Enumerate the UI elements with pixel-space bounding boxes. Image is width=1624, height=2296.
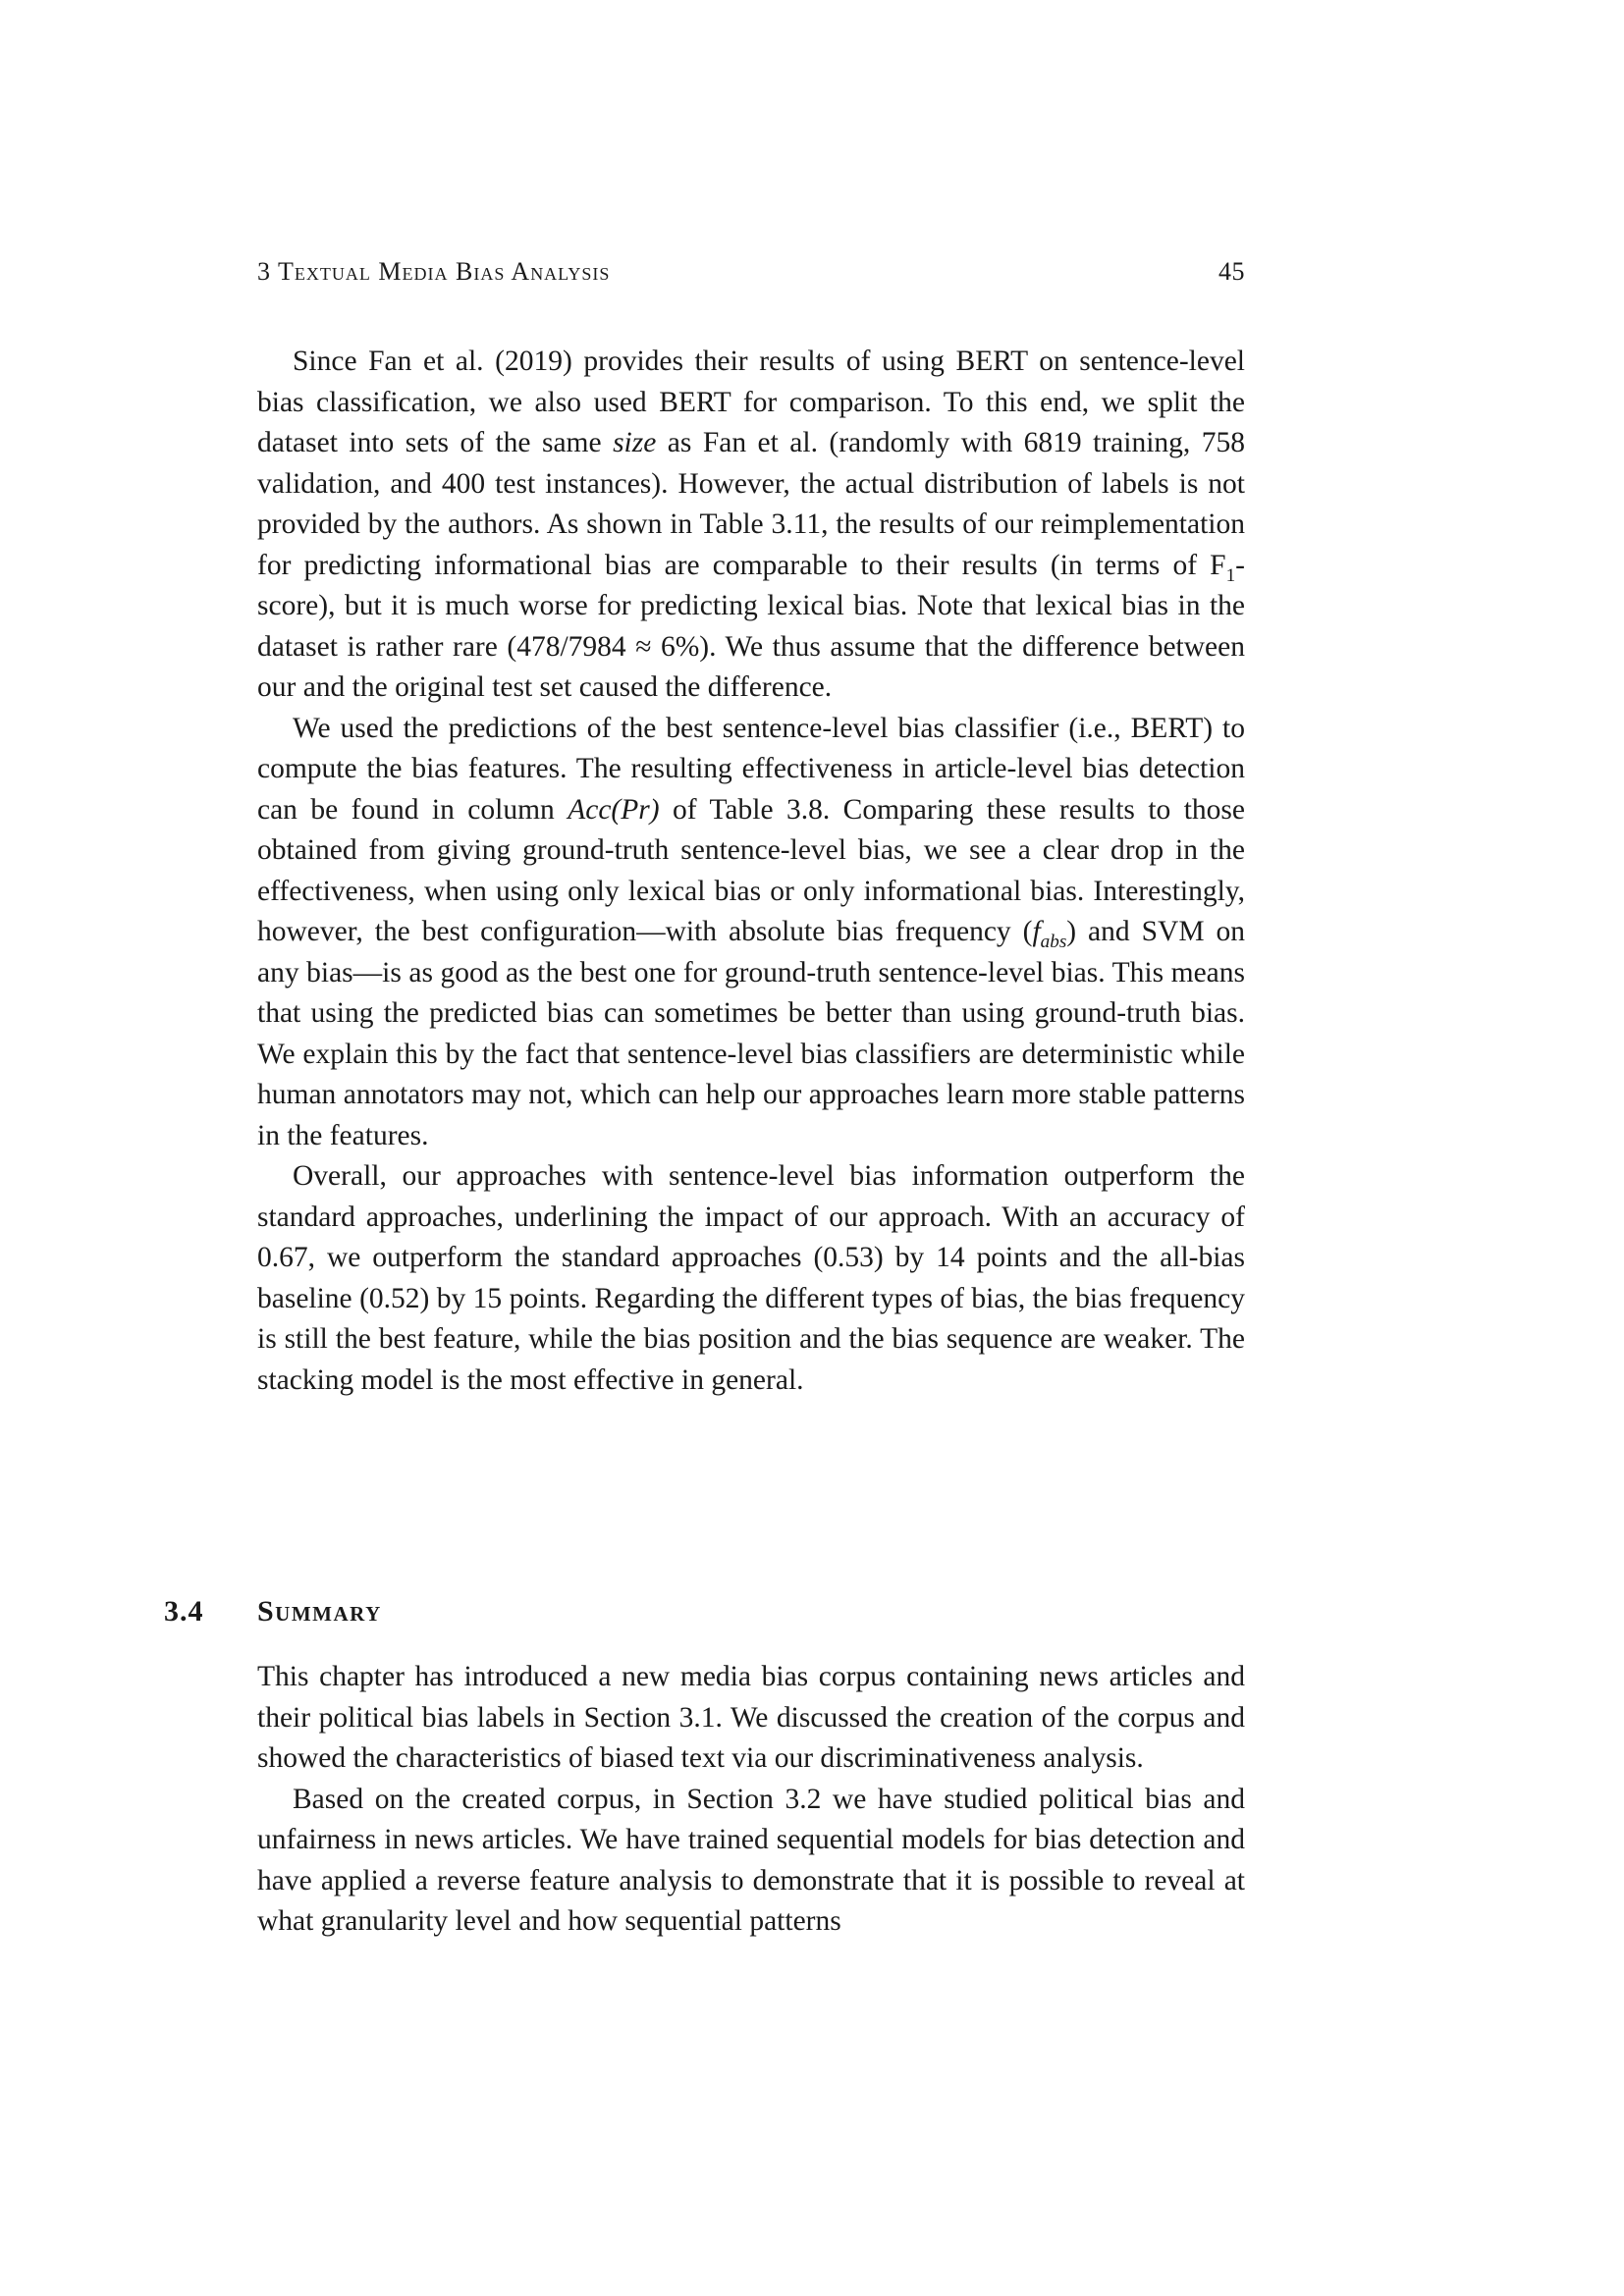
section-number: 3.4 xyxy=(164,1595,204,1628)
math-f-abs: $f_{abs}$ xyxy=(1032,916,1067,952)
running-header xyxy=(257,257,1245,296)
emphasis: size xyxy=(613,427,657,458)
summary-text xyxy=(257,1657,1245,1943)
paragraph: We used the predictions of the best sentence-level bias classifier (i.e., BERT) to compute the bias features. The resulting effectiveness in article-level bias detection can be found in column Acc(Pr) of Table 3.8. Comparing these results to those obtained from giving ground-truth sentence-level bias, we see a clear drop in the effectiveness, when using only lexical bias or only informational bias. Interestingly, however, the best configuration—with absolute bias frequency $(f_{abs})$ and SVM on any bias—is as good as the best one for ground-truth sentence-level bias. This means that using the predicted bias can sometimes be better than using ground-truth bias. We explain this by the fact that sentence-level bias classifiers are deterministic while human annotators may not, which can help our approaches learn more stable patterns in the features. xyxy=(257,712,1245,1151)
chapter-title: 3 Textual Media Bias Analysis xyxy=(257,257,611,286)
discussion-text xyxy=(257,342,1245,1401)
math-acc-pr: Acc(Pr) xyxy=(568,793,660,826)
paragraph: Based on the created corpus, in Section 3.2 we have studied political bias and unfairness in news articles. We have trained sequential models for bias detection and have applied a reverse feature analysis to demonstrate that it is possible to reveal at what granularity level and how sequential patterns xyxy=(257,1783,1245,1937)
paragraph: This chapter has introduced a new media bias corpus containing news articles and their political bias labels in Section 3.1. We discussed the creation of the corpus and showed the characteristics of biased text via our discriminativeness analysis. xyxy=(257,1661,1245,1774)
paragraph: Overall, our approaches with sentence-level bias information outperform the standard approaches, underlining the impact of our approach. With an accuracy of 0.67, we outperform the standard approaches (0.53) by 14 points and the all-bias baseline (0.52) by 15 points. Regarding the different types of bias, the bias frequency is still the best feature, while the bias position and the bias sequence are weaker. The stacking model is the most effective in general. xyxy=(257,1160,1245,1396)
subscript: 1 xyxy=(1225,564,1236,586)
section-heading xyxy=(164,1595,382,1629)
page-number: 45 xyxy=(1218,257,1245,286)
paragraph: Since Fan et al. (2019) provides their results of using BERT on sentence-level bias classification, we also used BERT for comparison. To this end, we split the dataset into sets of the same size as Fan et al. (randomly with 6819 training, 758 validation, and 400 test instances). However, the actual distribution of labels is not provided by the authors. As shown in Table 3.11, the results of our reimplementation for predicting informational bias are comparable to their results (in terms of $F_1-score$), but it is much worse for predicting lexical bias. Note that lexical bias in the dataset is rather rare (478/7984 ≈ 6%). We thus assume that the difference between our and the original test set caused the difference. xyxy=(257,346,1245,703)
section-title: Summary xyxy=(257,1595,382,1628)
